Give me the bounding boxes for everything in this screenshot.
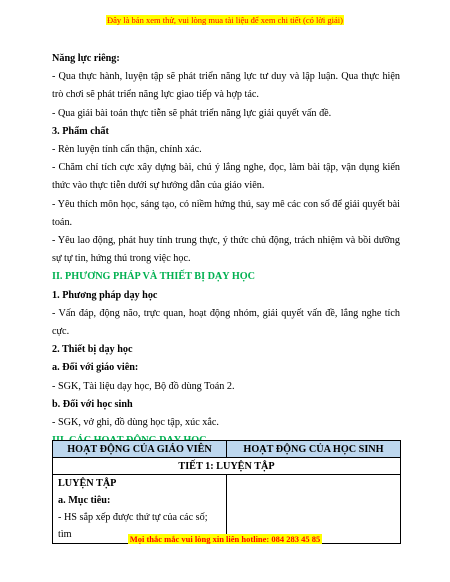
hoc-sinh-heading: b. Đối với học sinh — [52, 398, 133, 410]
phuong-phap-heading: 1. Phương pháp dạy học — [52, 289, 158, 301]
nang-luc-rieng-heading: Năng lực riêng: — [52, 53, 120, 64]
giao-vien-heading: a. Đối với giáo viên: — [52, 362, 139, 374]
preview-banner-text: Đây là bản xem thử, vui lòng mua tài liệu để xem chi tiết (có lời giải) — [107, 15, 343, 25]
giao-vien-text: - SGK, Tài liệu dạy học, Bộ đồ dùng Toán 2. — [52, 380, 235, 392]
pham-chat-heading: 3. Phẩm chất — [52, 125, 109, 137]
nang-luc-item: - Qua thực hành, luyện tập sẽ phát triển năng lực tư duy và lập luận. Qua thực hiện trò chơi sẽ phát triển năng lực giao tiếp và hợp tác. — [52, 71, 400, 101]
document-body — [52, 50, 400, 450]
teacher-column-header: HOẠT ĐỘNG CỦA GIÁO VIÊN — [53, 441, 227, 458]
hotline-footer — [0, 529, 450, 547]
student-column-header: HOẠT ĐỘNG CỦA HỌC SINH — [227, 441, 401, 458]
section-2-heading: II. PHƯƠNG PHÁP VÀ THIẾT BỊ DẠY HỌC — [52, 271, 256, 283]
pham-chat-item: - Yêu lao động, phát huy tính trung thực, ý thức chủ động, trách nhiệm và bồi dưỡng sự tự tin, hứng thú trong việc học. — [52, 235, 400, 265]
hoc-sinh-text: - SGK, vở ghi, đồ dùng học tập, xúc xắc. — [52, 417, 219, 429]
row-title: LUYỆN TẬP — [58, 478, 117, 489]
thiet-bi-heading: 2. Thiết bị dạy học — [52, 344, 133, 356]
table-header-row — [53, 441, 401, 458]
pham-chat-item: - Yêu thích môn học, sáng tạo, có niềm hứng thú, say mê các con số để giải quyết bài toán. — [52, 198, 400, 228]
preview-banner — [0, 10, 450, 28]
phuong-phap-text: - Vấn đáp, động não, trực quan, hoạt động nhóm, giải quyết vấn đề, lắng nghe tích cực. — [52, 307, 400, 338]
hotline-text: Mọi thắc mắc vui lòng xin liên hotline: 084 283 45 85 — [129, 534, 321, 544]
nang-luc-item: - Qua giải bài toán thực tiễn sẽ phát triển năng lực giải quyết vấn đề. — [52, 107, 332, 119]
lesson-title: TIẾT 1: LUYỆN TẬP — [53, 458, 401, 475]
section-3-heading: III. CÁC HOẠT ĐỘNG DẠY HỌC — [52, 435, 207, 447]
lesson-title-row — [53, 458, 401, 475]
muc-tieu-text: - HS sắp xếp được thứ tự của các số; tìm — [58, 512, 208, 540]
pham-chat-item: - Chăm chỉ tích cực xây dựng bài, chú ý lắng nghe, đọc, làm bài tập, vận dụng kiến thức vào thực tiễn dưới sự hướng dẫn của giáo viên. — [52, 162, 400, 192]
pham-chat-item: - Rèn luyện tính cẩn thận, chính xác. — [52, 144, 202, 156]
muc-tieu-heading: a. Mục tiêu: — [58, 495, 111, 506]
